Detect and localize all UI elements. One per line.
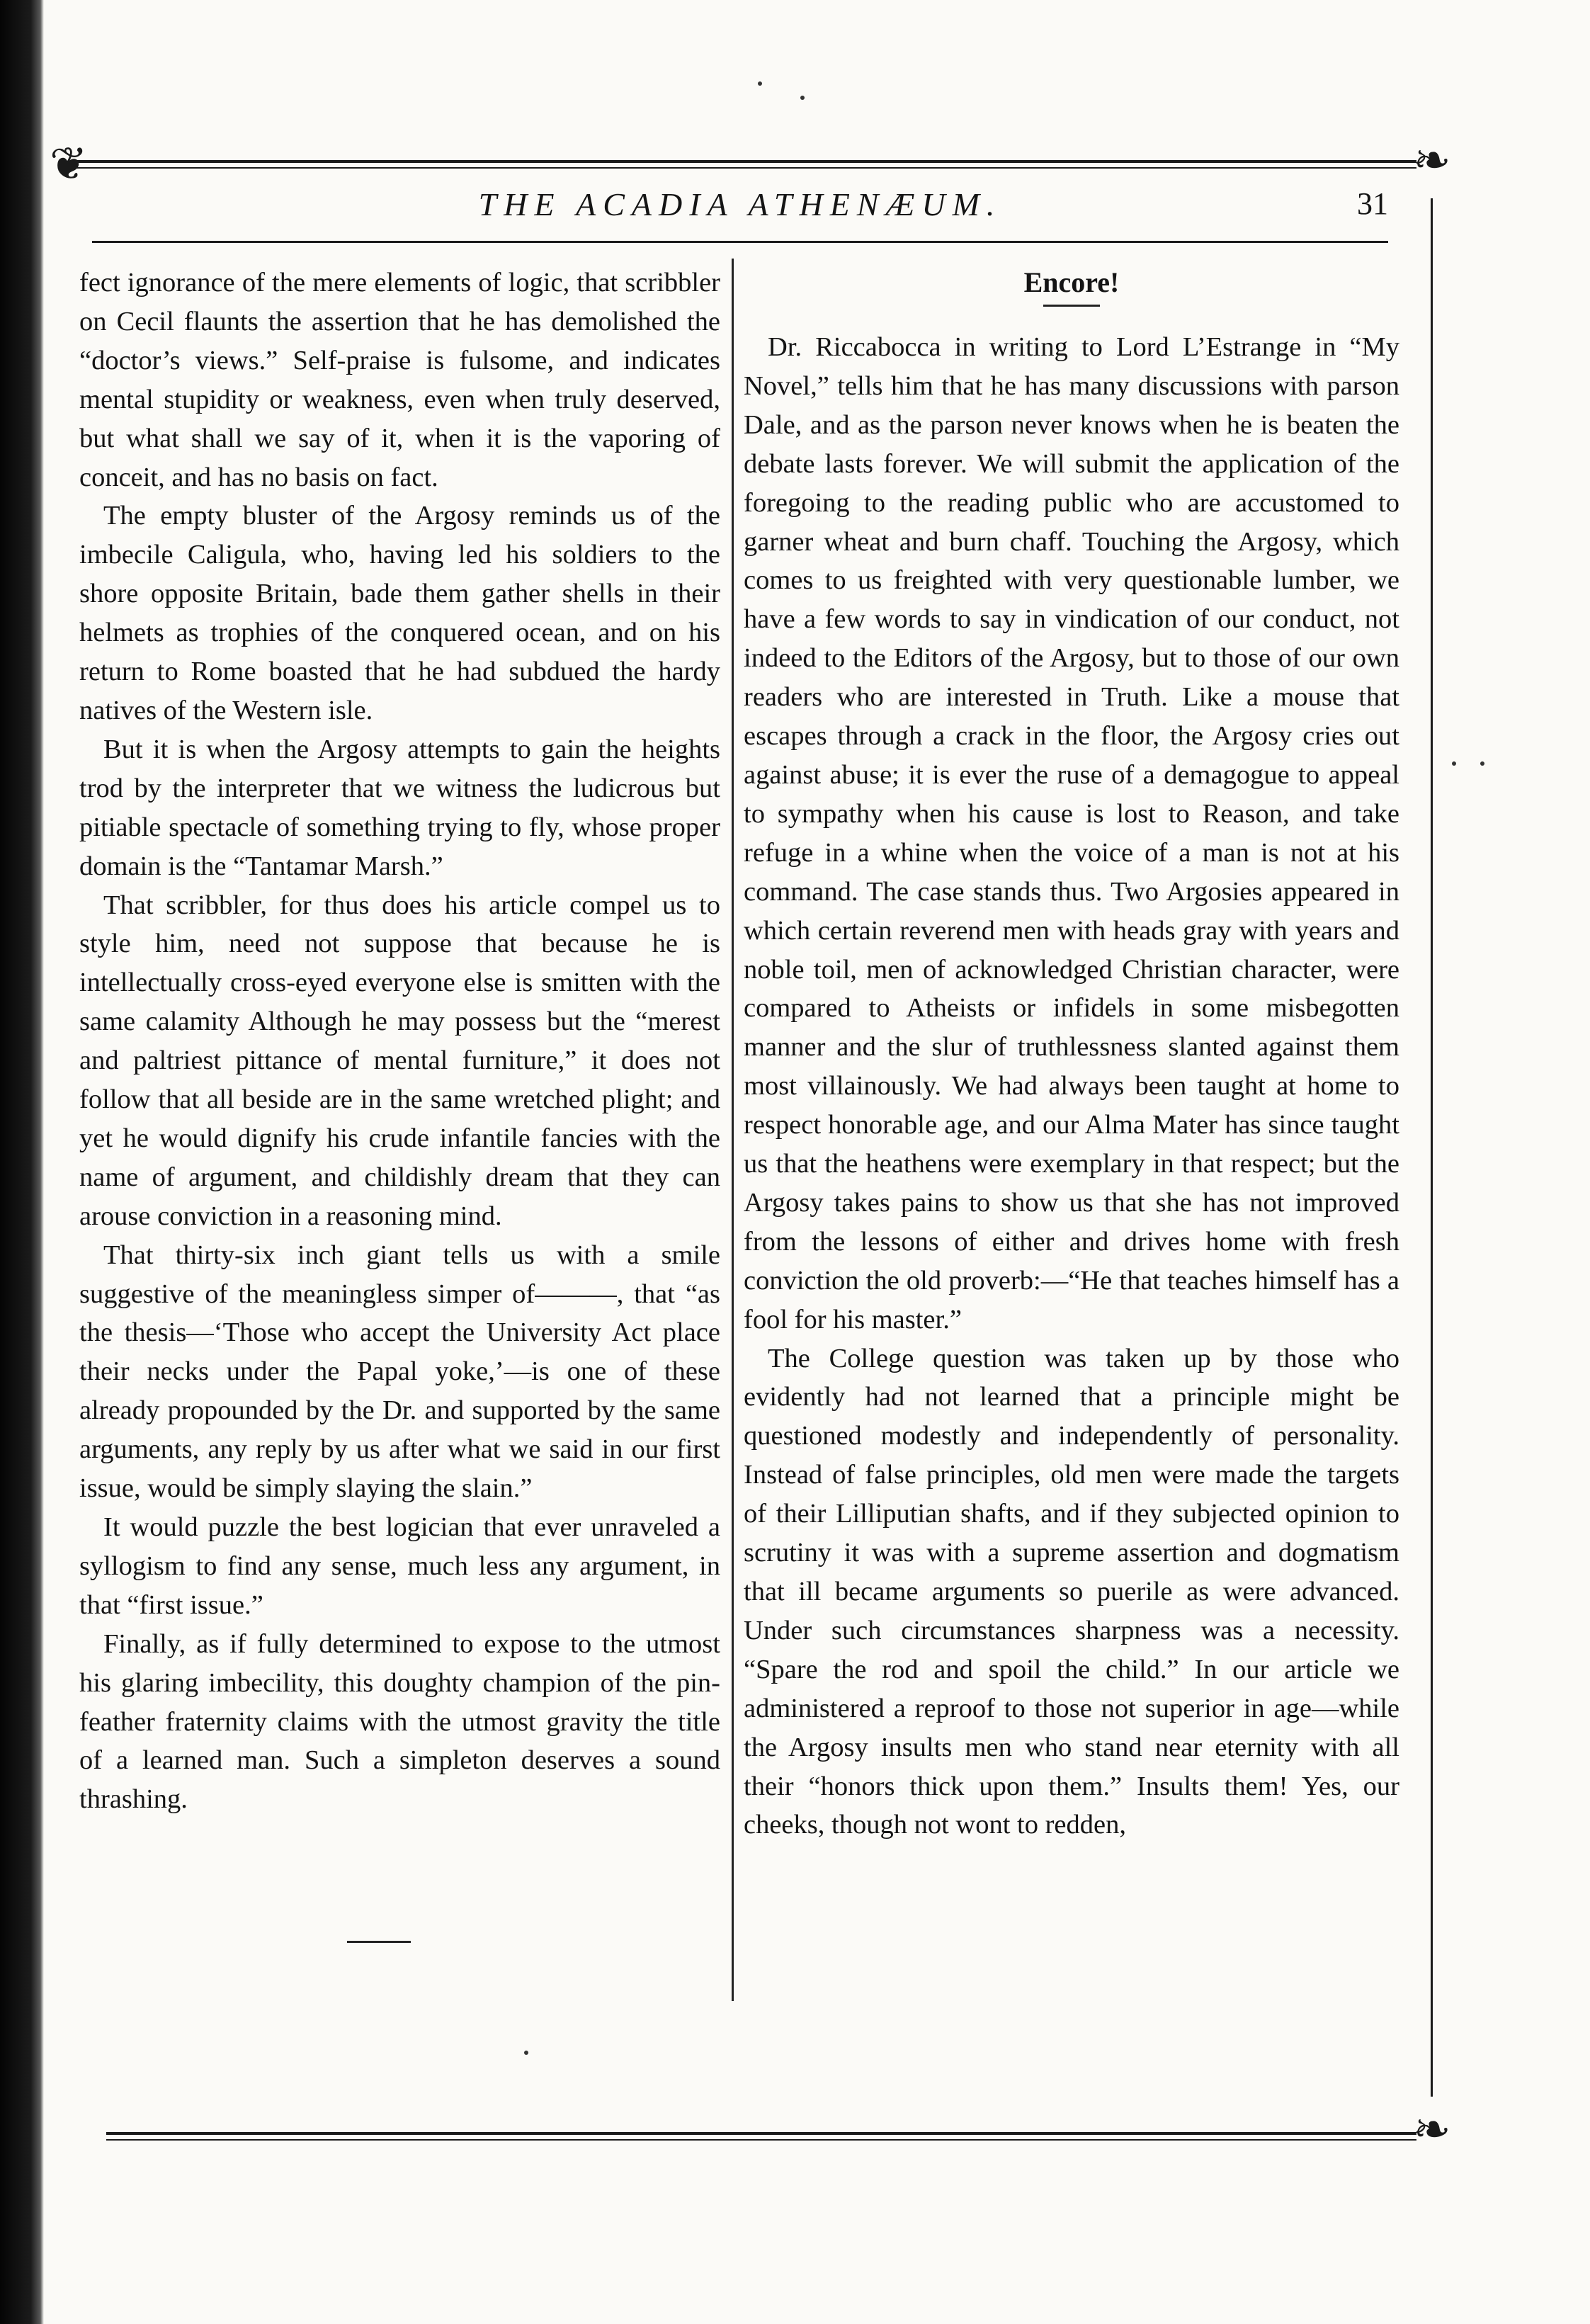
paragraph: It would puzzle the best logician that ever unraveled a syllogism to find any sense, much less any argument, in that “first issue.” xyxy=(79,1512,720,1620)
paragraph: Finally, as if fully determined to expose to the utmost his glaring imbecility, this doughty champion of the pin-feather fraternity claims with the utmost gravity the title of a learned man. Such a simpleton deserves a sound thrashing. xyxy=(79,1628,720,1815)
top-border-rule xyxy=(71,160,1416,163)
article-end-rule xyxy=(347,1941,411,1943)
running-header xyxy=(92,186,1388,235)
bottom-border-rule-thin xyxy=(106,2139,1416,2141)
paragraph: fect ignorance of the mere elements of logic, that scribbler on Cecil flaunts the assertion that he has demolished the “doctor’s views.” Self-praise is fulsome, and indicates mental stupidity or weakness, even when truly deserved, but what shall we say of it, when it is the vaporing of conceit, and has no basis on fact. xyxy=(79,268,720,492)
bottom-border-rule xyxy=(106,2132,1416,2135)
binding-shadow xyxy=(0,0,44,2324)
right-border-rule xyxy=(1431,198,1433,2097)
paragraph: The empty bluster of the Argosy reminds us of the imbecile Caligula, who, having led his soldiers to the shore opposite Britain, bade them gather shells in their helmets as trophies of the conquered ocean, and on his return to Rome boasted that he had subdued the hardy natives of the Western isle. xyxy=(79,501,720,725)
column-divider xyxy=(732,259,734,2001)
scan-speck xyxy=(758,81,762,86)
page-number: 31 xyxy=(1357,186,1388,221)
paragraph: But it is when the Argosy attempts to gain the heights trod by the interpreter that we witness the ludicrous but pitiable spectacle of something trying to fly, whose proper domain is the “Tantamar Marsh.” xyxy=(79,734,720,881)
heading-rule xyxy=(1043,305,1100,307)
scan-speck xyxy=(800,96,805,100)
top-border-rule-thin xyxy=(71,167,1416,169)
paragraph: Dr. Riccabocca in writing to Lord L’Estrange in “My Novel,” tells him that he has many discussions with parson Dale, and as the parson never knows when he is beaten the debate lasts forever. We will submit the application of the foregoing to the reading public who are accustomed to garner wheat and burn chaff. Touching the Argosy, which comes to us freighted with very questionable lumber, we have a few words to say in vindication of our conduct, not indeed to the Editors of the Argosy, but to those of our own readers who are interested in Truth. Like a mouse that escapes through a crack in the floor, the Argosy cries out against abuse; it is ever the ruse of a demagogue to appeal to sympathy when his cause is lost to Reason, and take refuge in a whine when the voice of a man is not at his command. The case stands thus. Two Argosies appeared in which certain reverend men with heads gray with years and noble toil, men of acknowledged Christian character, were compared to Atheists or infidels in some misbegotten manner and the slur of truthlessness slanted against them most villainously. We had always been taught at home to respect honorable age, and our Alma Mater has since taught us that the heathens were exemplary in that respect; but the Argosy takes pains to show us that she has not improved from the lessons of either and drives home with fresh conviction the old proverb:—“He that teaches himself has a fool for his master.” xyxy=(744,332,1399,1334)
paragraph: The College question was taken up by those who evidently had not learned that a principle might be questioned modestly and independently of personality. Instead of false principles, old men were made the targets of their Lilliputian shafts, and if they subjected opinion to scrutiny it was with a supreme assertion and dogmatism that ill became arguments so puerile as were advanced. Under such circumstances sharpness was a necessity. “Spare the rod and spoil the child.” In our article we administered a reproof to those not superior in age—while the Argosy insults men who stand near eternity with all their “honors thick upon them.” Insults them! Yes, our cheeks, though not wont to redden, xyxy=(744,1343,1399,1840)
paragraph: That scribbler, for thus does his article compel us to style him, need not suppose that because he is intellectually cross-eyed everyone else is smitten with the same calamity Although he may possess but the “merest and paltriest pittance of mental furniture,” it does not follow that all beside are in the same wretched plight; and yet he would dignify his crude infantile fancies with the name of argument, and childishly dream that they can arouse conviction in a reasoning mind. xyxy=(79,890,720,1231)
scan-speck xyxy=(1480,761,1484,766)
scan-speck xyxy=(1452,761,1456,766)
left-column xyxy=(79,263,720,1819)
scroll-ornament-top-right-icon: ❧ xyxy=(1413,135,1451,187)
scroll-ornament-top-left-icon: ❦ xyxy=(50,138,88,191)
header-rule xyxy=(92,241,1388,243)
paragraph: That thirty-six inch giant tells us with a smile suggestive of the meaningless simper of———, that “as the thesis—‘Those who accept the University Act place their necks under the Papal yoke,’—is one of these already propounded by the Dr. and supported by the same arguments, any reply by us after what we said in our first issue, would be simply slaying the slain.” xyxy=(79,1240,720,1504)
article-heading: Encore! xyxy=(1023,266,1120,298)
right-column xyxy=(744,263,1399,1844)
journal-title: THE ACADIA ATHENÆUM. xyxy=(478,186,1002,222)
scroll-ornament-bottom-right-icon: ❧ xyxy=(1413,2104,1451,2156)
scan-speck xyxy=(524,2051,528,2055)
